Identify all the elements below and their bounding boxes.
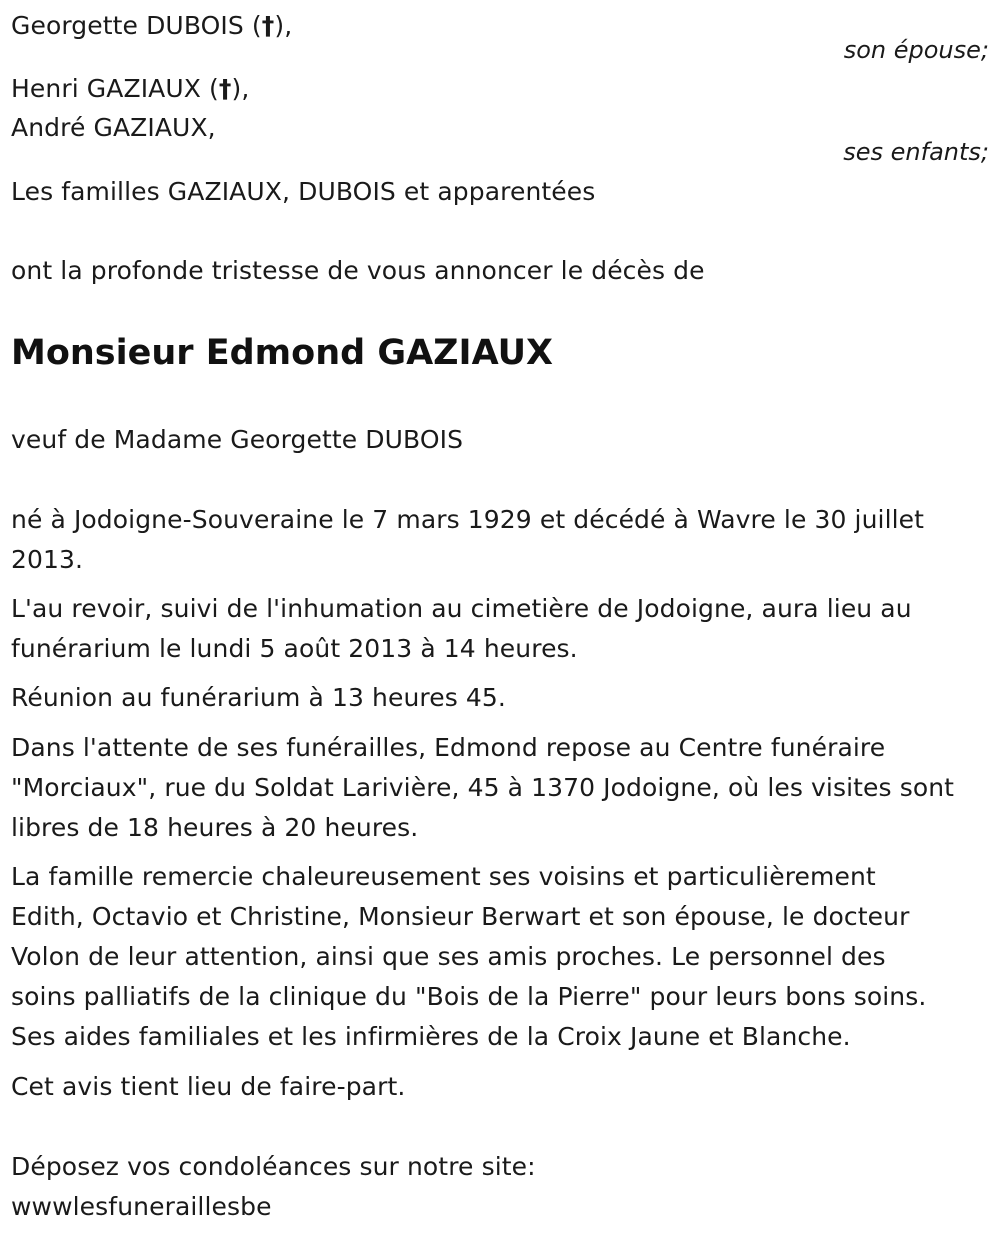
child1-line: [11, 69, 249, 109]
rest-line-3: libres de 18 heures à 20 heures.: [11, 813, 419, 842]
rest-line-2: "Morciaux", rue du Soldat Larivière, 45 à 1370 Jodoigne, où les visites sont: [11, 773, 955, 802]
ceremony-line-1: L'au revoir, suivi de l'inhumation au cimetière de Jodoigne, aura lieu au: [11, 594, 912, 623]
thanks-line-2: Edith, Octavio et Christine, Monsieur Berwart et son épouse, le docteur: [11, 902, 910, 931]
condolences-line: Déposez vos condoléances sur notre site:: [11, 1152, 536, 1181]
thanks-line-3: Volon de leur attention, ainsi que ses amis proches. Le personnel des: [11, 942, 886, 971]
child2-line: André GAZIAUX,: [11, 113, 216, 142]
child1-suffix: ),: [231, 74, 250, 103]
meeting-line: Réunion au funérarium à 13 heures 45.: [11, 683, 506, 712]
website-link[interactable]: wwwlesfuneraillesbe: [11, 1192, 272, 1221]
birth-death-line-1: né à Jodoigne-Souveraine le 7 mars 1929 et décédé à Wavre le 30 juillet: [11, 505, 925, 534]
obituary-notice: [11, 0, 989, 1238]
spouse-line: [11, 6, 292, 46]
spouse-role: son épouse;: [843, 36, 989, 64]
children-role: ses enfants;: [843, 138, 989, 166]
thanks-line-4: soins palliatifs de la clinique du "Bois de la Pierre" pour leurs bons soins.: [11, 982, 927, 1011]
widower-line: veuf de Madame Georgette DUBOIS: [11, 425, 464, 454]
thanks-line-5: Ses aides familiales et les infirmières de la Croix Jaune et Blanche.: [11, 1022, 851, 1051]
spouse-name: Georgette DUBOIS (: [11, 11, 262, 40]
cross-icon: †: [261, 11, 275, 40]
ceremony-line-2: funérarium le lundi 5 août 2013 à 14 heures.: [11, 634, 578, 663]
cross-icon: †: [218, 74, 232, 103]
notice-line: Cet avis tient lieu de faire-part.: [11, 1072, 406, 1101]
families-line: Les familles GAZIAUX, DUBOIS et apparentées: [11, 177, 596, 206]
birth-death-line-2: 2013.: [11, 545, 84, 574]
intro-line: ont la profonde tristesse de vous annoncer le décès de: [11, 256, 705, 285]
deceased-name: Monsieur Edmond GAZIAUX: [11, 333, 553, 373]
thanks-line-1: La famille remercie chaleureusement ses voisins et particulièrement: [11, 862, 876, 891]
rest-line-1: Dans l'attente de ses funérailles, Edmond repose au Centre funéraire: [11, 733, 886, 762]
child1-name: Henri GAZIAUX (: [11, 74, 219, 103]
spouse-suffix: ),: [274, 11, 293, 40]
